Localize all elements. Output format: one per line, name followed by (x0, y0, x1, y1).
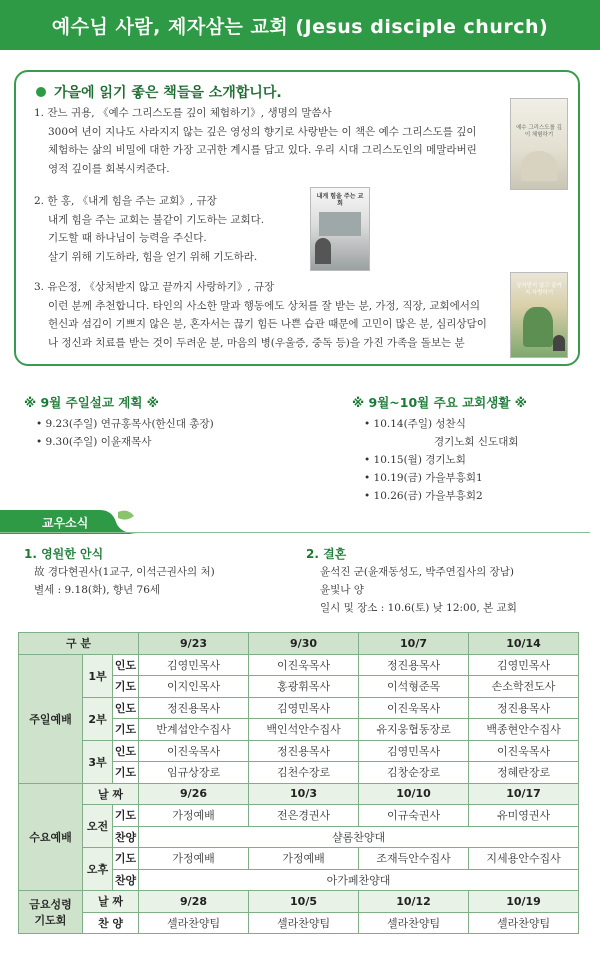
date-header: 10/5 (249, 891, 359, 913)
cover-crowd-icon (319, 212, 361, 236)
list-item: • 9.23(주일) 연규홍목사(한신대 총장) (36, 415, 214, 433)
table-cell: 김영민목사 (139, 654, 249, 676)
table-row (19, 805, 579, 827)
book-item-2 (34, 192, 304, 266)
date-header: 10/17 (469, 783, 579, 805)
rest-text (34, 563, 215, 599)
table-cell: 조재득안수집사 (359, 848, 469, 870)
book-heading: 가을에 읽기 좋은 책들을 소개합니다. (36, 82, 282, 102)
service-label: 3부 (83, 740, 113, 783)
list-item: • 9.30(주일) 이윤재목사 (36, 433, 214, 451)
table-cell: 가정예배 (139, 848, 249, 870)
news-tab (0, 508, 140, 534)
table-cell: 김영민목사 (249, 697, 359, 719)
am-label: 오전 (83, 805, 113, 848)
table-cell: 정진용목사 (249, 740, 359, 762)
events-list (364, 415, 518, 505)
book-cover-1-image (510, 98, 568, 190)
sunday-worship-label: 주일예배 (19, 654, 83, 783)
wedding-heading: 2. 결혼 (306, 547, 347, 561)
divider (0, 532, 590, 533)
bullet-dot-icon (36, 87, 46, 97)
table-row (19, 697, 579, 719)
table-cell: 가정예배 (249, 848, 359, 870)
cover-ornament-icon (521, 151, 557, 181)
rest-line: 별세 : 9.18(화), 향년 76세 (34, 584, 161, 596)
worship-schedule-table (18, 632, 579, 934)
book-desc-line: 이런 분께 추천합니다. 타인의 사소한 말과 행동에도 상처를 잘 받는 분, 가정, 직장, 교회에서의 (48, 299, 481, 312)
table-cell: 홍광휘목사 (249, 676, 359, 698)
book-desc-line: 300여 년이 지나도 사라지지 않는 깊은 영성의 향기로 사랑받는 이 책은 예수 그리스도를 깊이 (48, 125, 477, 138)
table-row (19, 654, 579, 676)
book-recommendation-box (14, 70, 580, 366)
wednesday-worship-label: 수요예배 (19, 783, 83, 891)
book-item-1 (34, 104, 504, 178)
table-cell: 이진욱목사 (359, 697, 469, 719)
book-desc-line: 기도할 때 하나님이 능력을 주신다. (48, 232, 207, 244)
table-cell: 셀라찬양팀 (359, 912, 469, 934)
cover-cactus-icon (523, 307, 553, 347)
table-cell: 백인석안수집사 (249, 719, 359, 741)
list-item: 경기노회 신도대회 (434, 436, 519, 448)
table-cell: 이지인목사 (139, 676, 249, 698)
table-cell: 백종현안수집사 (469, 719, 579, 741)
role-label: 인도 (113, 697, 139, 719)
table-cell: 이진욱목사 (139, 740, 249, 762)
wedding-line: 윤석진 군(윤재동성도, 박주연집사의 장남) (320, 566, 514, 578)
table-cell: 임규상장로 (139, 762, 249, 784)
cover-author-icon (553, 335, 565, 351)
table-cell: 지세용안수집사 (469, 848, 579, 870)
book-cover-2-image (310, 187, 370, 271)
book-item-3 (34, 278, 508, 352)
book-cover-3-image (510, 272, 568, 358)
table-cell: 정진용목사 (469, 697, 579, 719)
table-row (19, 891, 579, 913)
events-heading: ※ 9월~10월 주요 교회생활 ※ (352, 395, 527, 410)
date-label: 날 짜 (83, 783, 139, 805)
role-label: 인도 (113, 740, 139, 762)
date-header: 10/12 (359, 891, 469, 913)
role-label: 기도 (113, 805, 139, 827)
table-row (19, 912, 579, 934)
service-label: 2부 (83, 697, 113, 740)
table-cell: 유미영권사 (469, 805, 579, 827)
cover-title: 상처받지 않고 끝까지 사랑하기 (515, 283, 562, 296)
cover-title: 예수 그리스도를 깊이 체험하기 (515, 125, 562, 138)
table-cell: 김천수장로 (249, 762, 359, 784)
sermon-list (36, 415, 214, 451)
rest-heading: 1. 영원한 안식 (24, 547, 104, 561)
role-label: 찬양 (113, 869, 139, 891)
rest-line: 故 경다현권사(1교구, 이석근권사의 처) (34, 566, 215, 578)
pm-label: 오후 (83, 848, 113, 891)
cover-title: 내게 힘을 주는 교회 (316, 193, 364, 207)
table-cell: 셀라찬양팀 (469, 912, 579, 934)
table-cell: 이석형준목 (359, 676, 469, 698)
wedding-text (320, 563, 517, 617)
cover-author-icon (315, 238, 331, 264)
table-row (19, 633, 579, 655)
date-header: 10/14 (469, 633, 579, 655)
book-title: 1. 잔느 귀용, 《예수 그리스도를 깊이 체험하기》, 생명의 말씀사 (34, 107, 332, 119)
table-corner-header: 구 분 (19, 633, 139, 655)
list-item: • 10.19(금) 가을부흥회1 (364, 469, 518, 487)
page-banner (0, 0, 600, 50)
table-cell: 이진욱목사 (469, 740, 579, 762)
book-desc-line: 내게 힘을 주는 교회는 불같이 기도하는 교회다. (48, 213, 265, 226)
table-cell: 아가페찬양대 (139, 869, 579, 891)
table-cell: 유지웅협동장로 (359, 719, 469, 741)
book-title: 3. 유은정, 《상처받지 않고 끝까지 사랑하기》, 규장 (34, 281, 275, 293)
table-cell: 셀라찬양팀 (249, 912, 359, 934)
date-header: 9/30 (249, 633, 359, 655)
sermon-heading: ※ 9월 주일설교 계획 ※ (24, 395, 159, 410)
table-cell: 손소학전도사 (469, 676, 579, 698)
table-cell: 김영민목사 (359, 740, 469, 762)
news-tab-label: 교우소식 (42, 516, 89, 530)
table-cell: 이규숙권사 (359, 805, 469, 827)
book-desc-line: 체험하는 삶의 비밀에 대한 가장 고귀한 계시를 담고 있다. 우리 시대 그리스도인의 메말라버린 (48, 144, 477, 156)
banner-title: 예수님 사람, 제자삼는 교회 (Jesus disciple church) (51, 15, 549, 38)
book-desc-line: 헌신과 섬김이 기쁘지 않은 분, 혼자서는 끊기 힘든 나쁜 습관 때문에 고민이 많은 분, 심리상담이 (48, 318, 487, 330)
table-cell: 김영민목사 (469, 654, 579, 676)
list-item: • 10.26(금) 가을부흥회2 (364, 487, 518, 505)
date-header: 9/28 (139, 891, 249, 913)
table-row (19, 848, 579, 870)
table-cell: 이진욱목사 (249, 654, 359, 676)
date-header: 9/26 (139, 783, 249, 805)
role-label: 기도 (113, 719, 139, 741)
book-desc-line: 나 정신과 치료를 받는 것이 두려운 분, 마음의 병(우울증, 중독 등)을 가진 가족을 돌보는 분 (48, 336, 465, 349)
service-label: 1부 (83, 654, 113, 697)
role-label: 기도 (113, 762, 139, 784)
table-cell: 샬롬찬양대 (139, 826, 579, 848)
role-label: 찬양 (113, 826, 139, 848)
list-item: • 10.14(주일) 성찬식 (364, 415, 518, 433)
table-cell: 정진용목사 (359, 654, 469, 676)
role-label: 찬 양 (83, 912, 139, 934)
role-label: 기도 (113, 848, 139, 870)
table-row (19, 783, 579, 805)
date-header: 10/7 (359, 633, 469, 655)
table-cell: 전은경권사 (249, 805, 359, 827)
table-cell: 셀라찬양팀 (139, 912, 249, 934)
friday-prayer-label: 금요성령 기도회 (19, 891, 83, 934)
date-header: 10/10 (359, 783, 469, 805)
role-label: 인도 (113, 654, 139, 676)
leaf-icon (118, 511, 134, 520)
book-title: 2. 한 홍, 《내게 힘을 주는 교회》, 규장 (34, 195, 217, 207)
table-cell: 반계섭안수집사 (139, 719, 249, 741)
date-label: 날 짜 (83, 891, 139, 913)
wedding-line: 일시 및 장소 : 10.6(토) 낮 12:00, 본 교회 (320, 602, 517, 614)
table-cell: 정혜란장로 (469, 762, 579, 784)
table-cell: 김창순장로 (359, 762, 469, 784)
role-label: 기도 (113, 676, 139, 698)
date-header: 9/23 (139, 633, 249, 655)
wedding-line: 윤빛나 양 (320, 584, 364, 596)
table-row (19, 740, 579, 762)
table-cell: 정진용목사 (139, 697, 249, 719)
table-cell: 가정예배 (139, 805, 249, 827)
date-header: 10/19 (469, 891, 579, 913)
date-header: 10/3 (249, 783, 359, 805)
book-desc-line: 영적 깊이를 회복시켜준다. (48, 162, 170, 175)
book-desc-line: 살기 위해 기도하라, 힘을 얻기 위해 기도하라. (48, 250, 258, 263)
list-item: • 10.15(월) 경기노회 (364, 451, 518, 469)
